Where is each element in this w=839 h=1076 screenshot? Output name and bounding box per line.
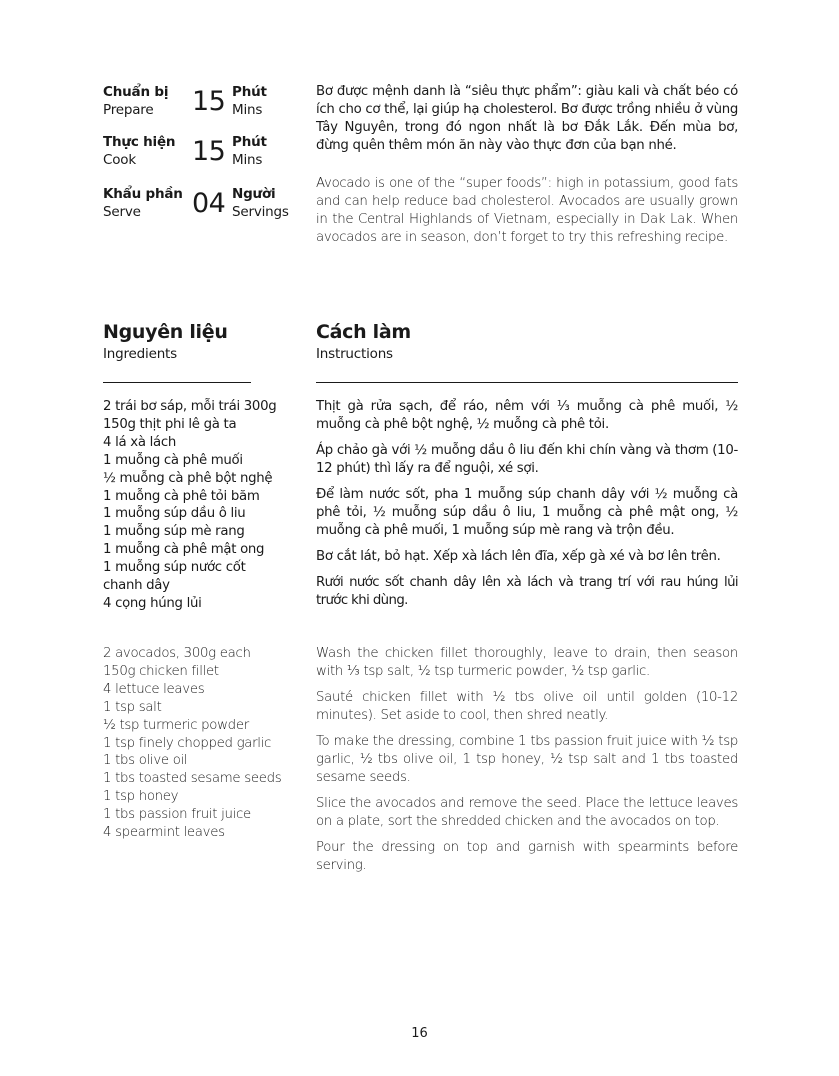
list-item: 1 tsp honey <box>103 789 179 805</box>
instruction-step: Pour the dressing on top and garnish with spearmints before serving. <box>316 840 738 873</box>
list-item: 4 spearmint leaves <box>103 825 225 841</box>
stat-label-en: Serve <box>103 204 141 220</box>
instruction-step: Rưới nước sốt chanh dây lên xà lách và trang trí với rau húng lủi trước khi dùng. <box>316 575 738 608</box>
stat-label-vi: Khẩu phần <box>103 186 183 202</box>
list-item: 2 trái bơ sáp, mỗi trái 300g <box>103 399 277 414</box>
list-item: ½ tsp turmeric powder <box>103 717 249 733</box>
list-item: 1 muỗng cà phê tỏi băm <box>103 488 260 504</box>
list-item: 4 cọng húng lủi <box>103 595 202 611</box>
instructions-vi <box>316 398 738 618</box>
instruction-step: Áp chảo gà với ½ muỗng dầu ô liu đến khi chín vàng và thơm (10-12 phút) thì lấy ra để nguội, xé sợi. <box>316 443 738 476</box>
stat-unit-vi: Phút <box>232 134 267 150</box>
list-item: 1 muỗng súp dầu ô liu <box>103 506 246 522</box>
stat-serve <box>103 186 303 226</box>
instruction-step: Thịt gà rửa sạch, để ráo, nêm với ⅓ muỗng cà phê muối, ½ muỗng cà phê bột nghệ, ½ muỗng cà phê tỏi. <box>316 399 738 432</box>
stat-cook <box>103 134 303 174</box>
intro-vi: Bơ được mệnh danh là “siêu thực phẩm”: giàu kali và chất béo có ích cho cơ thể, lại giúp hạ cholesterol. Bơ được trồng nhiều ở vùng Tây Nguyên, trong đó ngon nhất là bơ Đắk Lắk. Đến mùa bơ, đừng quên thêm món ăn này vào thực đơn của bạn nhé. <box>316 84 738 153</box>
list-item: 1 muỗng cà phê muối <box>103 452 243 468</box>
instruction-step: Bơ cắt lát, bỏ hạt. Xếp xà lách lên đĩa, xếp gà xé và bơ lên trên. <box>316 549 721 564</box>
instruction-step: Sauté chicken fillet with ½ tbs olive oil until golden (10-12 minutes). Set aside to cool, then shred neatly. <box>316 690 738 723</box>
stat-label-en: Cook <box>103 152 136 168</box>
list-item: 1 muỗng cà phê mật ong <box>103 542 265 558</box>
list-item: 4 lettuce leaves <box>103 681 205 697</box>
stat-unit-en: Servings <box>232 204 289 220</box>
list-item: 1 muỗng súp nước cốt chanh dây <box>103 560 246 594</box>
stat-value: 15 <box>192 136 226 167</box>
intro-en: Avocado is one of the “super foods”: high in potassium, good fats and can help reduce bad cholesterol. Avocados are usually grown in the Central Highlands of Vietnam, especially in Dak Lak. When avocados are in season, don’t forget to try this refreshing recipe. <box>316 176 738 245</box>
stat-unit-vi: Phút <box>232 84 267 100</box>
stat-label-vi: Thực hiện <box>103 134 176 150</box>
instructions-en <box>316 645 738 883</box>
list-item: 1 tsp salt <box>103 699 162 715</box>
stat-label-vi: Chuẩn bị <box>103 84 169 100</box>
instruction-step: Để làm nước sốt, pha 1 muỗng súp chanh dây với ½ muỗng cà phê tỏi, ½ muỗng súp dầu ô liu, 1 muỗng cà phê mật ong, ½ muỗng cà phê muối, 1 muỗng súp mè rang và trộn đều. <box>316 487 738 538</box>
stat-unit-vi: Người <box>232 186 276 202</box>
stat-value: 04 <box>192 188 226 219</box>
list-item: 1 tbs olive oil <box>103 753 188 769</box>
ingredients-list-en <box>103 645 293 842</box>
list-item: 1 muỗng súp mè rang <box>103 524 245 540</box>
list-item: ½ muỗng cà phê bột nghệ <box>103 470 273 486</box>
instruction-step: Wash the chicken fillet thoroughly, leave to drain, then season with ⅓ tsp salt, ½ tsp turmeric powder, ½ tsp garlic. <box>316 646 738 679</box>
list-item: 150g chicken fillet <box>103 663 219 679</box>
list-item: 1 tbs toasted sesame seeds <box>103 771 282 787</box>
list-item: 1 tbs passion fruit juice <box>103 807 251 823</box>
ingredients-title: Nguyên liệu <box>103 321 228 343</box>
stat-unit-en: Mins <box>232 102 263 118</box>
page-number: 16 <box>411 1026 428 1041</box>
instructions-divider <box>316 382 738 383</box>
stat-value: 15 <box>192 86 226 117</box>
ingredients-divider <box>103 382 251 383</box>
ingredients-subtitle: Ingredients <box>103 346 177 362</box>
stat-unit-en: Mins <box>232 152 263 168</box>
instructions-title: Cách làm <box>316 321 411 343</box>
list-item: 4 lá xà lách <box>103 434 176 450</box>
list-item: 2 avocados, 300g each <box>103 646 251 661</box>
ingredients-list-vi <box>103 398 293 613</box>
stat-prepare <box>103 84 303 124</box>
instructions-subtitle: Instructions <box>316 346 393 362</box>
stat-label-en: Prepare <box>103 102 154 118</box>
list-item: 1 tsp finely chopped garlic <box>103 735 272 751</box>
instruction-step: Slice the avocados and remove the seed. Place the lettuce leaves on a plate, sort the shredded chicken and the avocados on top. <box>316 796 738 829</box>
list-item: 150g thịt phi lê gà ta <box>103 416 237 432</box>
instruction-step: To make the dressing, combine 1 tbs passion fruit juice with ½ tsp garlic, ½ tbs olive oil, 1 tsp honey, ½ tsp salt and 1 tbs toasted sesame seeds. <box>316 734 738 785</box>
